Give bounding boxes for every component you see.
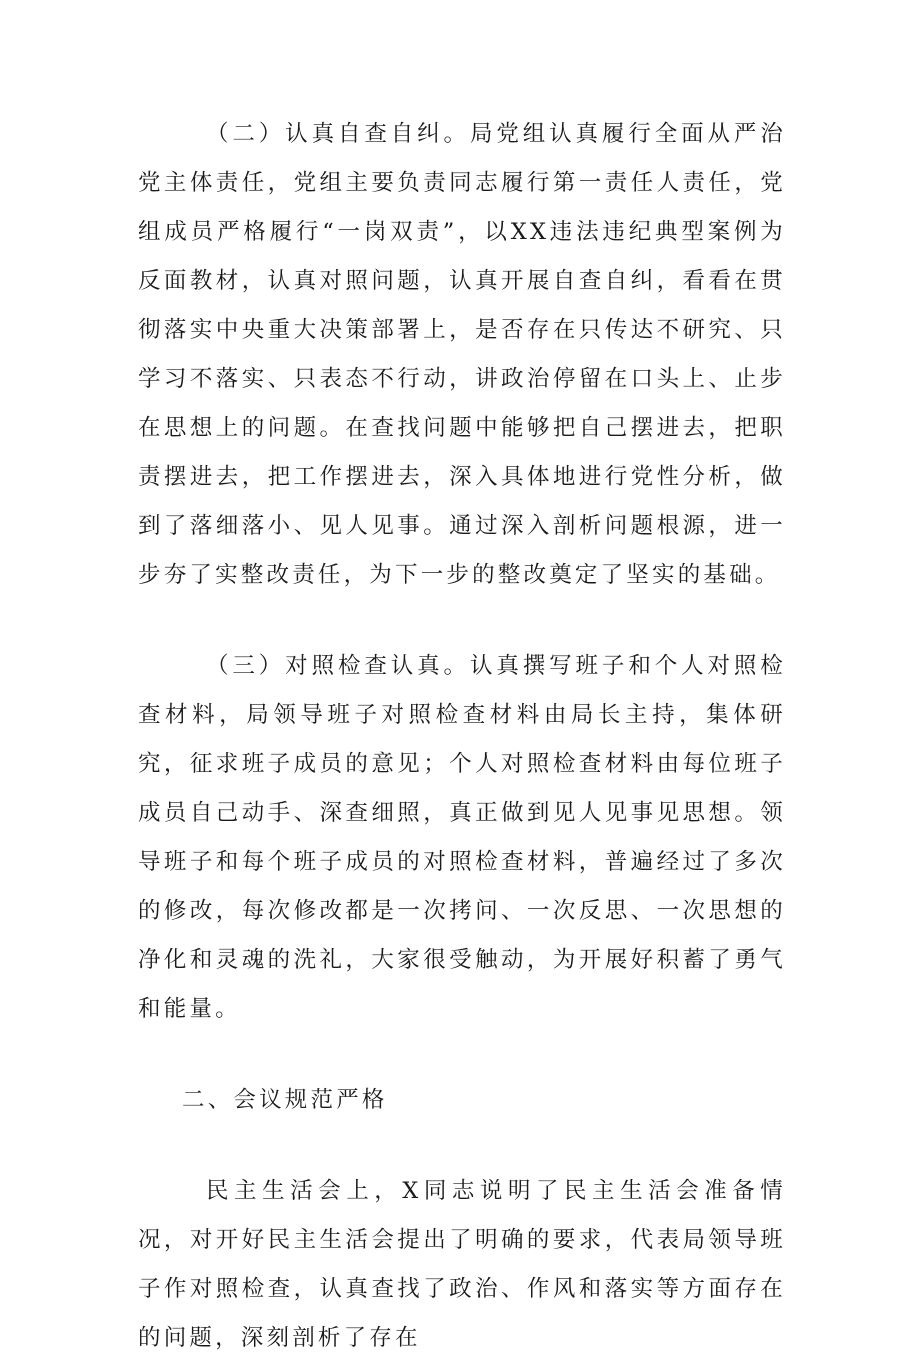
paragraph-meeting-summary: 民主生活会上，X同志说明了民主生活会准备情况，对开好民主生活会提出了明确的要求，代表局领导班子作对照检查，认真查找了政治、作风和落实等方面存在的问题，深刻剖析了存在 bbox=[138, 1178, 786, 1351]
section-heading: 二、会议规范严格 bbox=[182, 1087, 388, 1113]
document-body bbox=[138, 110, 786, 1363]
paragraph-self-inspection: （二）认真自查自纠。局党组认真履行全面从严治党主体责任，党组主要负责同志履行第一责任人责任，党组成员严格履行“一岗双责”，以XX违法违纪典型案例为反面教材，认真对照问题，认真开展自查自纠，看看在贯彻落实中央重大决策部署上，是否存在只传达不研究、只学习不落实、只表态不行动，讲政治停留在口头上、止步在思想上的问题。在查找问题中能够把自己摆进去，把职责摆进去，把工作摆进去，深入具体地进行党性分析，做到了落细落小、见人见事。通过深入剖析问题根源，进一步夯了实整改责任，为下一步的整改奠定了坚实的基础。 bbox=[138, 121, 786, 588]
paragraph-comparison-check: （三）对照检查认真。认真撰写班子和个人对照检查材料，局领导班子对照检查材料由局长主持，集体研究，征求班子成员的意见；个人对照检查材料由每位班子成员自己动手、深查细照，真正做到见人见事见思想。领导班子和每个班子成员的对照检查材料，普遍经过了多次的修改，每次修改都是一次拷问、一次反思、一次思想的净化和灵魂的洗礼，大家很受触动，为开展好积蓄了勇气和能量。 bbox=[138, 653, 786, 1022]
paragraph-spacer bbox=[138, 1034, 786, 1076]
paragraph-spacer bbox=[138, 600, 786, 642]
paragraph-spacer bbox=[138, 1125, 786, 1167]
